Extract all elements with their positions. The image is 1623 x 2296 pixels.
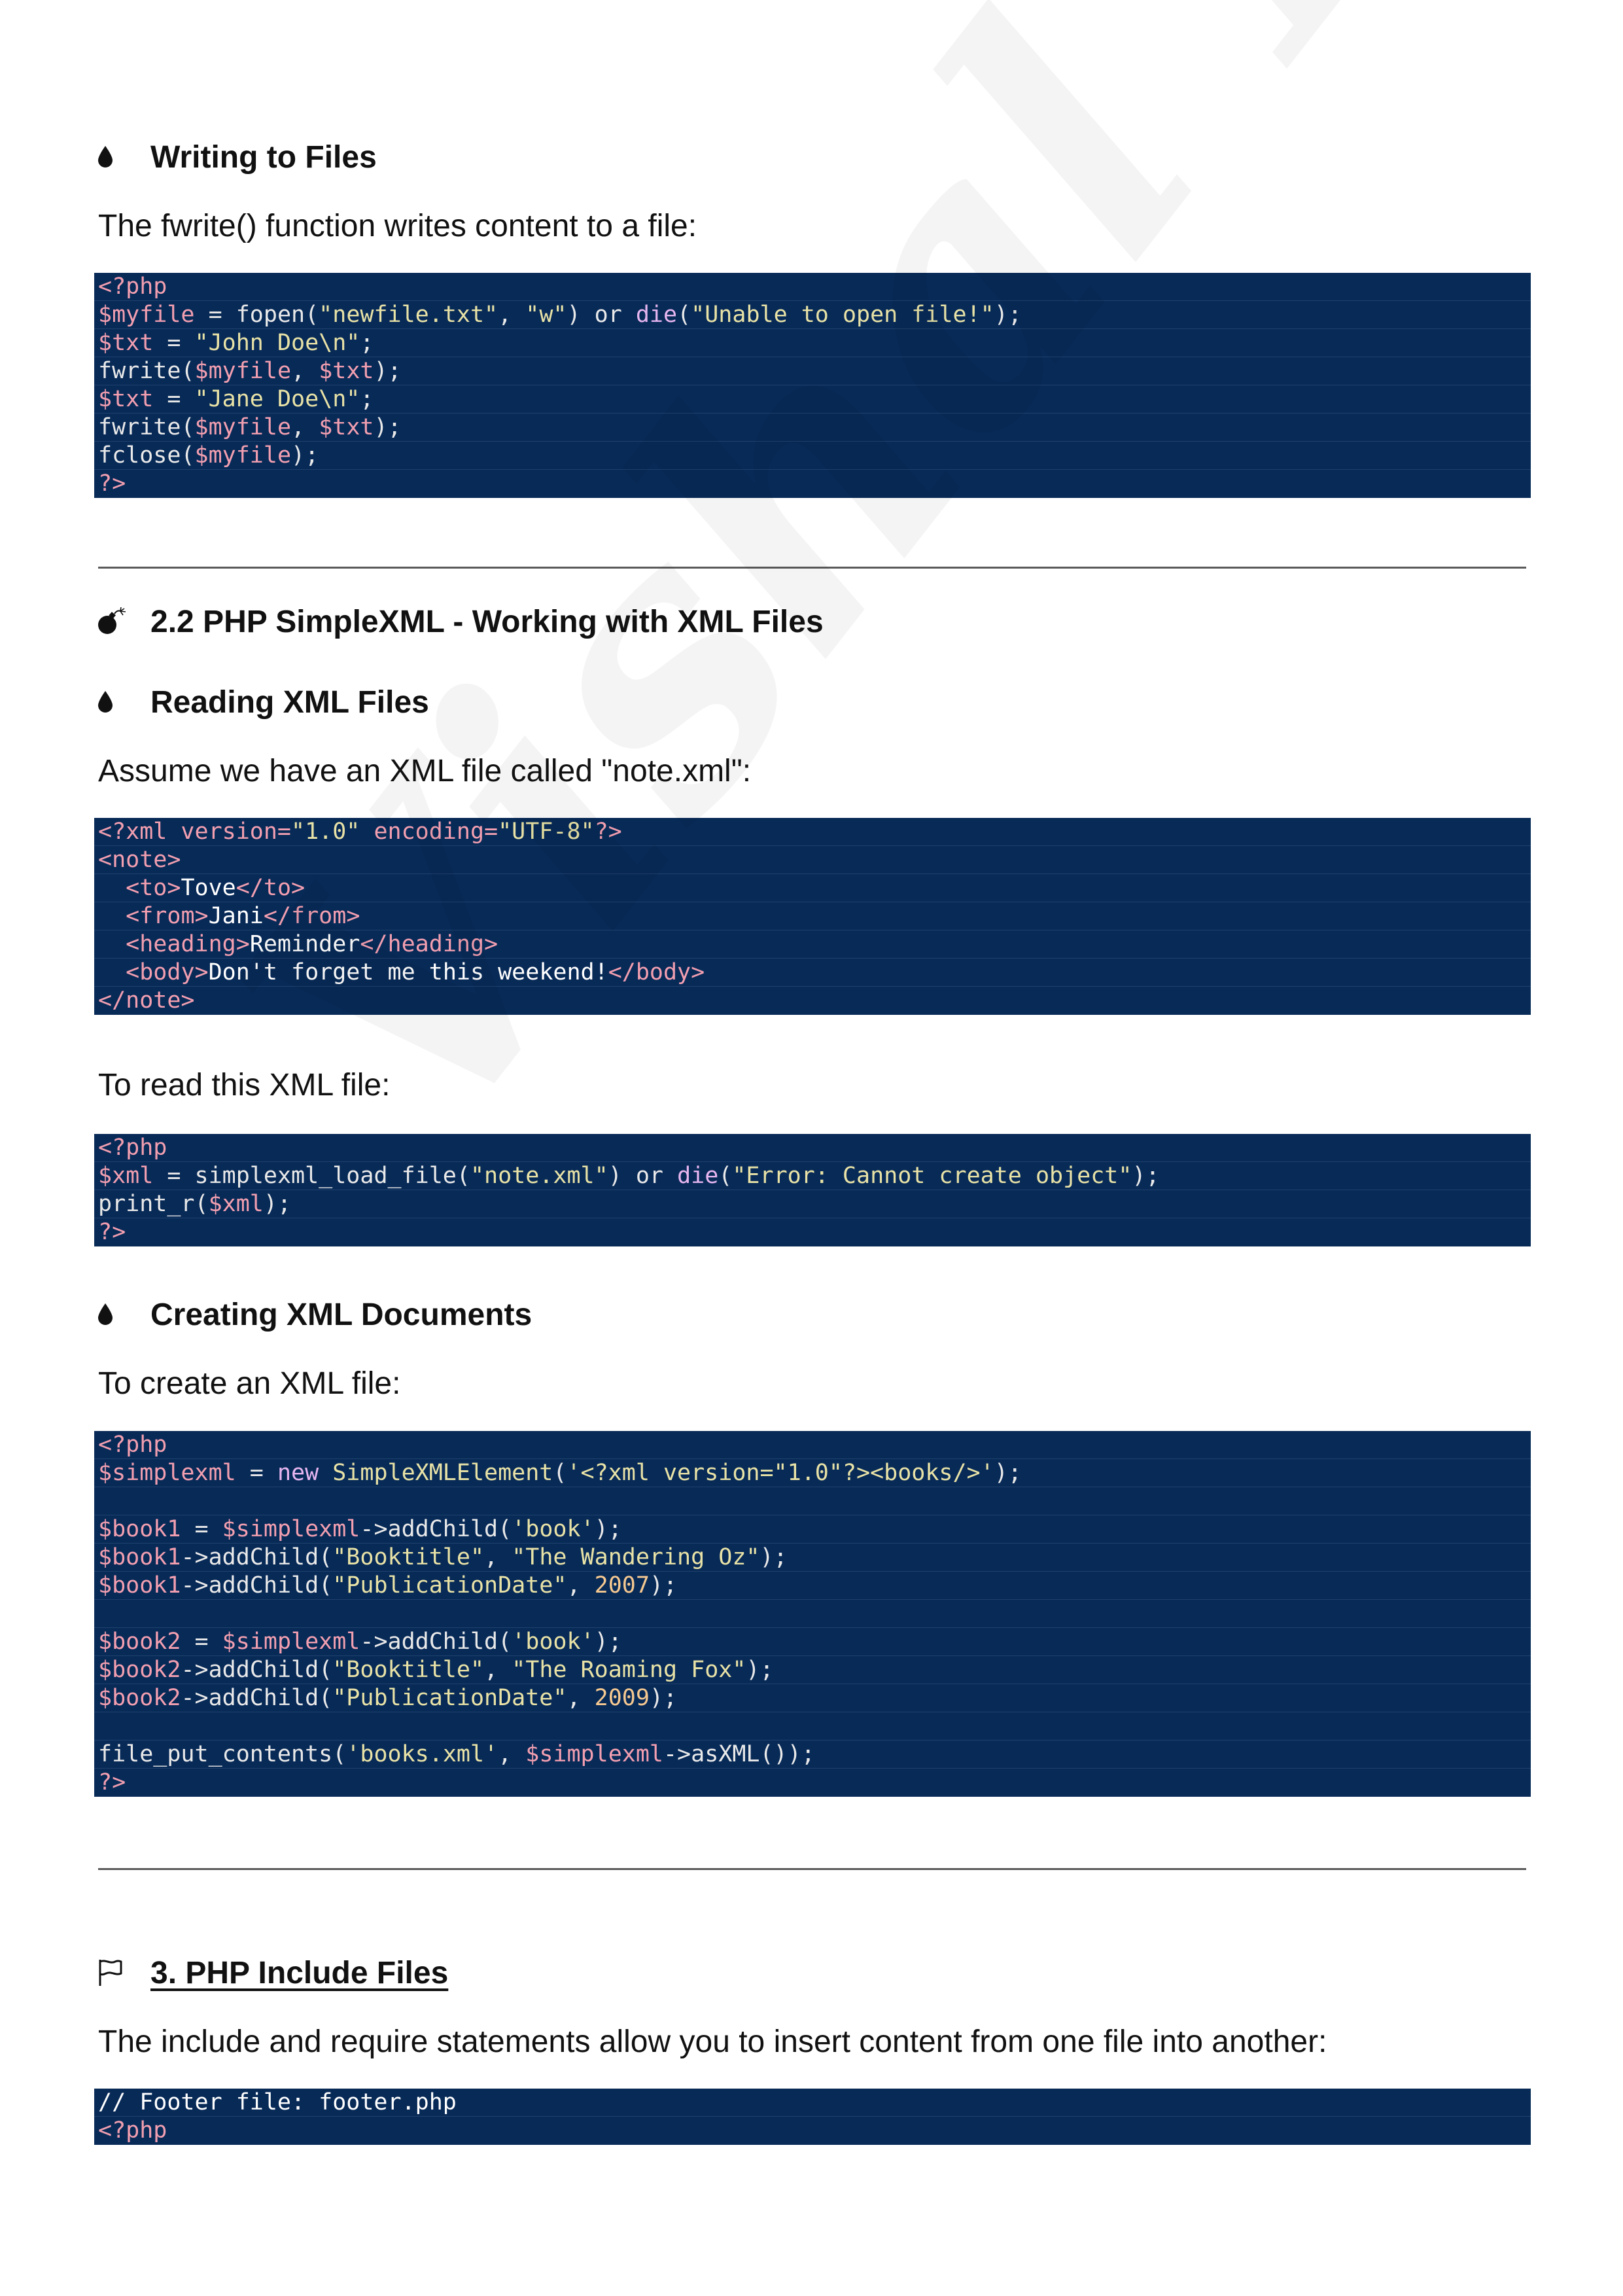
code-line: ?> bbox=[98, 470, 126, 497]
drop-icon bbox=[97, 685, 131, 719]
paragraph-fwrite: The fwrite() function writes content to a file: bbox=[98, 208, 697, 243]
code-line: $book1->addChild("PublicationDate", 2007); bbox=[94, 1572, 1531, 1600]
code-line: $myfile = fopen("newfile.txt", "w") or die("Unable to open file!"); bbox=[94, 301, 1531, 329]
heading-reading-xml bbox=[97, 676, 429, 728]
code-line: $simplexml = new SimpleXMLElement('<?xml version="1.0"?><books/>'); bbox=[94, 1459, 1531, 1487]
code-line: <note> bbox=[94, 846, 1531, 874]
code-line: </note> bbox=[98, 987, 195, 1014]
paragraph-include: The include and require statements allow you to insert content from one file into another: bbox=[98, 2024, 1327, 2059]
code-block-fwrite bbox=[94, 273, 1531, 498]
code-block-note-xml bbox=[94, 818, 1531, 1015]
heading-text: Writing to Files bbox=[150, 139, 377, 175]
divider bbox=[98, 1868, 1526, 1870]
code-line: <heading>Reminder</heading> bbox=[94, 930, 1531, 959]
heading-text: Reading XML Files bbox=[150, 684, 429, 720]
code-line: $book1 = $simplexml->addChild('book'); bbox=[94, 1515, 1531, 1544]
code-line: <body>Don't forget me this weekend!</body> bbox=[94, 959, 1531, 987]
paragraph-note-xml: Assume we have an XML file called "note.xml": bbox=[98, 753, 752, 788]
paragraph-read-xml: To read this XML file: bbox=[98, 1067, 391, 1103]
heading-text: 3. PHP Include Files bbox=[150, 1955, 449, 1990]
code-line: fclose($myfile); bbox=[94, 442, 1531, 470]
code-block-create-xml bbox=[94, 1431, 1531, 1797]
code-line bbox=[94, 1600, 1531, 1628]
code-line: $txt = "Jane Doe\n"; bbox=[94, 385, 1531, 414]
heading-writing-to-files bbox=[97, 131, 377, 183]
code-line: <?xml version="1.0" encoding="UTF-8"?> bbox=[94, 818, 1531, 846]
code-line: <?php bbox=[94, 273, 1531, 301]
code-line: $book2 = $simplexml->addChild('book'); bbox=[94, 1628, 1531, 1656]
heading-include-files bbox=[97, 1947, 448, 1999]
code-line: <to>Tove</to> bbox=[94, 874, 1531, 902]
paragraph-create-xml: To create an XML file: bbox=[98, 1366, 401, 1401]
heading-text: 2.2 PHP SimpleXML - Working with XML Files bbox=[150, 604, 824, 639]
code-line: <?php bbox=[98, 2117, 167, 2144]
code-line: <from>Jani</from> bbox=[94, 902, 1531, 930]
code-line: <?php bbox=[94, 1134, 1531, 1162]
flag-icon bbox=[97, 1956, 131, 1990]
code-line: // Footer file: footer.php bbox=[94, 2089, 1531, 2117]
bomb-icon bbox=[97, 605, 131, 639]
code-line: file_put_contents('books.xml', $simplexml->asXML()); bbox=[94, 1740, 1531, 1769]
code-line: ?> bbox=[98, 1219, 126, 1245]
code-block-footer bbox=[94, 2089, 1531, 2145]
code-block-read-xml bbox=[94, 1134, 1531, 1246]
code-line: $xml = simplexml_load_file("note.xml") or die("Error: Cannot create object"); bbox=[94, 1162, 1531, 1190]
code-line: ?> bbox=[98, 1769, 126, 1795]
code-line bbox=[94, 1712, 1531, 1740]
heading-creating-xml bbox=[97, 1288, 532, 1341]
code-line: fwrite($myfile, $txt); bbox=[94, 357, 1531, 385]
code-line: $txt = "John Doe\n"; bbox=[94, 329, 1531, 357]
code-line: <?php bbox=[94, 1431, 1531, 1459]
code-line: $book2->addChild("PublicationDate", 2009); bbox=[94, 1684, 1531, 1712]
heading-simplexml bbox=[97, 595, 824, 648]
drop-icon bbox=[97, 1298, 131, 1332]
code-line bbox=[94, 1487, 1531, 1515]
code-line: print_r($xml); bbox=[94, 1190, 1531, 1218]
divider bbox=[98, 567, 1526, 569]
heading-text: Creating XML Documents bbox=[150, 1297, 532, 1332]
code-line: fwrite($myfile, $txt); bbox=[94, 414, 1531, 442]
code-line: $book1->addChild("Booktitle", "The Wandering Oz"); bbox=[94, 1544, 1531, 1572]
code-line: $book2->addChild("Booktitle", "The Roaming Fox"); bbox=[94, 1656, 1531, 1684]
drop-icon bbox=[97, 140, 131, 174]
